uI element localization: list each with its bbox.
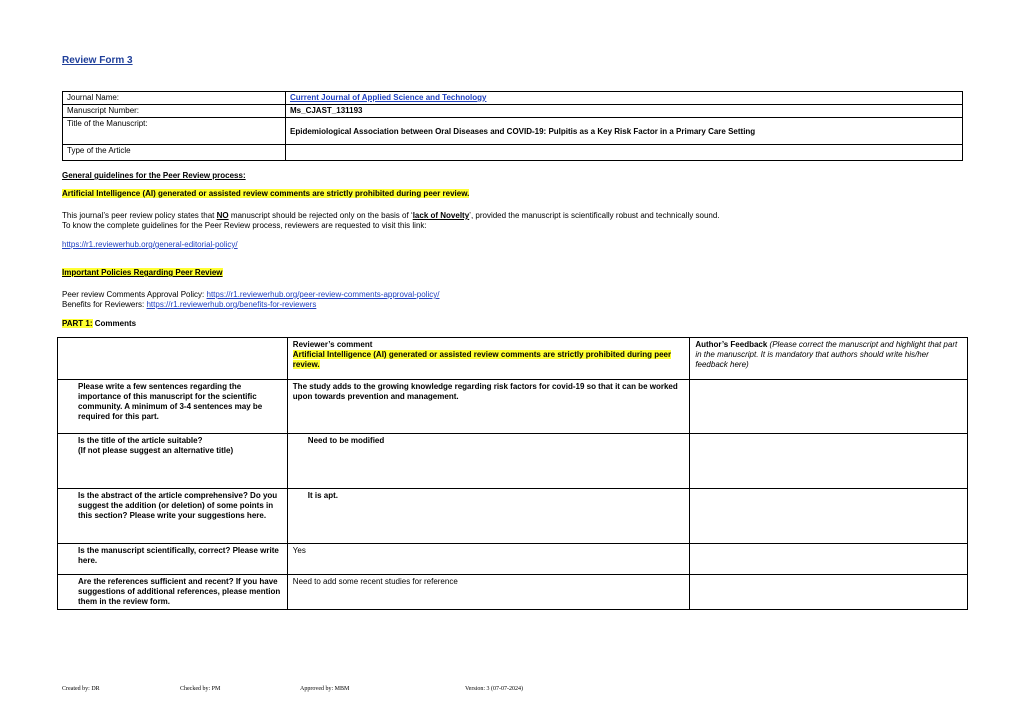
part1-heading: PART 1: Comments <box>62 319 137 328</box>
footer-checked: Checked by: PM <box>180 686 221 692</box>
question-importance: Please write a few sentences regarding the importance of this manuscript for the scientific community. A minimum of 3-4 sentences may be required for this part. <box>58 380 288 434</box>
page-title: Review Form 3 <box>62 55 133 66</box>
reviewer-comment-importance[interactable]: The study adds to the growing knowledge regarding risk factors for covid-19 so that it can be worked upon towards prevention and management. <box>287 380 690 434</box>
author-feedback-references[interactable] <box>690 575 968 610</box>
article-type-value <box>286 145 963 161</box>
author-feedback-scientific[interactable] <box>690 544 968 575</box>
reviewer-comment-abstract[interactable]: It is apt. <box>287 489 690 544</box>
manuscript-number-value: Ms_CJAST_131193 <box>286 105 963 118</box>
approval-policy-link[interactable]: https://r1.reviewerhub.org/peer-review-comments-approval-policy/ <box>206 290 440 299</box>
footer-approved: Approved by: MBM <box>300 686 350 692</box>
approval-policy-line: Peer review Comments Approval Policy: https://r1.reviewerhub.org/peer-review-comments-approval-policy/ <box>62 290 440 299</box>
ai-warning: Artificial Intelligence (AI) generated or assisted review comments are strictly prohibited during peer review. <box>62 189 470 198</box>
article-type-label: Type of the Article <box>63 145 286 161</box>
manuscript-title-value: Epidemiological Association between Oral Diseases and COVID-19: Pulpitis as a Key Risk Factor in a Primary Care Setting <box>286 118 963 145</box>
author-feedback-header: Author’s Feedback (Please correct the manuscript and highlight that part in the manuscript. It is mandatory that authors should write his/her feedback here) <box>690 338 968 380</box>
question-title: Is the title of the article suitable? (If not please suggest an alternative title) <box>58 434 288 489</box>
manuscript-number-label: Manuscript Number: <box>63 105 286 118</box>
reviewer-comment-header: Reviewer’s comment <box>292 340 373 349</box>
question-references: Are the references sufficient and recent? If you have suggestions of additional references, please mention them in the review form. <box>58 575 288 610</box>
policies-heading: Important Policies Regarding Peer Review <box>62 268 223 277</box>
editorial-policy-link[interactable]: https://r1.reviewerhub.org/general-editorial-policy/ <box>62 240 238 249</box>
corner-cell <box>58 338 288 380</box>
journal-label: Journal Name: <box>63 92 286 105</box>
manuscript-info-table <box>62 91 963 161</box>
reviewer-comment-title[interactable]: Need to be modified <box>287 434 690 489</box>
footer-created: Created by: DR <box>62 686 100 692</box>
question-abstract: Is the abstract of the article comprehensive? Do you suggest the addition (or deletion) of some points in this section? Please write your suggestions here. <box>58 489 288 544</box>
reviewer-ai-warning: Artificial Intelligence (AI) generated or assisted review comments are strictly prohibited during peer review. <box>292 350 672 369</box>
footer-version: Version: 3 (07-07-2024) <box>465 686 523 692</box>
reviewer-comment-scientific[interactable]: Yes <box>287 544 690 575</box>
question-scientific: Is the manuscript scientifically, correct? Please write here. <box>58 544 288 575</box>
policy-text: This journal’s peer review policy states that NO manuscript should be rejected only on the basis of ‘lack of Novelty’, provided the manuscript is scientifically robust and technically sound. To know the complete guidelines for the Peer Review process, reviewers are requested to visit this link: <box>62 211 720 230</box>
title-label: Title of the Manuscript: <box>63 118 286 145</box>
policy-lack-of-novelty: lack of Novelty <box>412 211 470 220</box>
comments-table <box>57 337 968 610</box>
benefits-line: Benefits for Reviewers: https://r1.reviewerhub.org/benefits-for-reviewers <box>62 300 317 309</box>
author-feedback-importance[interactable] <box>690 380 968 434</box>
author-feedback-abstract[interactable] <box>690 489 968 544</box>
author-feedback-title[interactable] <box>690 434 968 489</box>
benefits-link[interactable]: https://r1.reviewerhub.org/benefits-for-reviewers <box>146 300 317 309</box>
reviewer-comment-references[interactable]: Need to add some recent studies for reference <box>287 575 690 610</box>
guidelines-heading: General guidelines for the Peer Review process: <box>62 171 246 180</box>
journal-name-link[interactable]: Current Journal of Applied Science and Technology <box>290 93 487 102</box>
policy-no: NO <box>216 211 229 220</box>
